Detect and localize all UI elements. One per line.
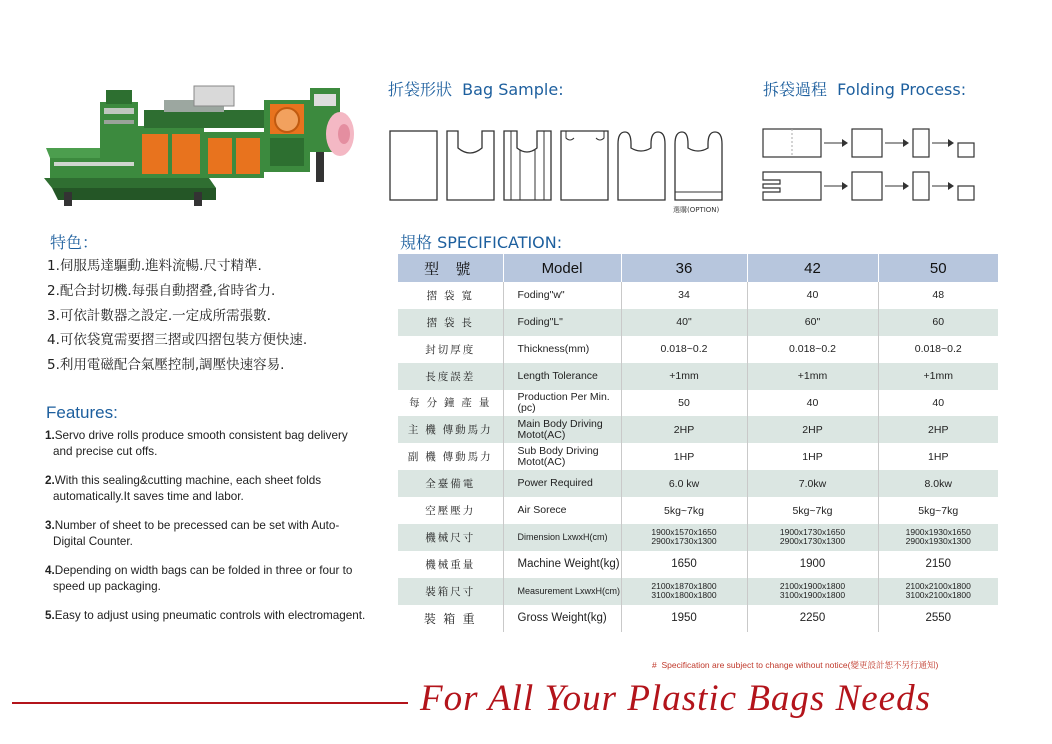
spec-value: 1900x1930x1650 2900x1930x1300 <box>905 526 971 547</box>
spec-label: 摺 袋 長 <box>398 309 503 336</box>
spec-value: 2HP <box>747 416 878 443</box>
spec-item: Sub Body Driving Motot(AC) <box>503 443 621 470</box>
spec-value: 60 <box>932 316 945 329</box>
spec-row <box>398 470 998 497</box>
feature-en-item: 5.Easy to adjust using pneumatic controls with electromagent. <box>45 609 366 622</box>
spec-value: 8.0kw <box>924 477 952 490</box>
footer-divider <box>12 702 408 704</box>
spec-value: 1900x1730x1650 2900x1730x1300 <box>747 524 878 551</box>
feature-en-item: 2.With this sealing&cutting machine, each sheet folds automatically.It saves time and labor. <box>45 474 322 503</box>
spec-value: +1mm <box>923 370 953 383</box>
spec-row <box>398 390 998 417</box>
spec-value: 2100x1870x1800 3100x1800x1800 <box>621 578 747 605</box>
spec-value: 1900x1570x1650 2900x1730x1300 <box>621 524 747 551</box>
spec-item: Thickness(mm) <box>503 336 621 363</box>
folding-process-diagram <box>762 128 1012 212</box>
spec-item: Machine Weight(kg) <box>503 551 621 578</box>
spec-value: 40 <box>932 397 945 409</box>
spec-value: 2100x1900x1800 3100x1900x1800 <box>747 578 878 605</box>
spec-label: 全臺備電 <box>398 470 503 497</box>
spec-value: 1HP <box>747 443 878 470</box>
feature-en-item: 4.Depending on width bags can be folded in three or four to speed up packaging. <box>45 564 353 593</box>
features-en-list <box>45 428 367 638</box>
spec-label: 裝 箱 重 <box>398 605 503 632</box>
spec-item: Foding"L" <box>503 309 621 336</box>
spec-value: 1650 <box>621 551 747 578</box>
feature-cn-item: 1.伺服馬達驅動.進料流暢.尺寸精準. <box>47 258 262 274</box>
spec-item: Foding"w" <box>503 282 621 309</box>
spec-row <box>398 416 998 443</box>
spec-value: 6.0 kw <box>621 470 747 497</box>
spec-value: 40 <box>747 282 878 309</box>
spec-value: 2HP <box>621 416 747 443</box>
spec-row <box>398 309 998 336</box>
spec-value: 1900 <box>747 551 878 578</box>
spec-value: 0.018~0.2 <box>914 343 962 356</box>
spec-row <box>398 443 998 470</box>
folding-process-heading: 拆袋過程 Folding Process: <box>763 80 967 99</box>
spec-item: Measurement LxwxH(cm) <box>503 578 621 605</box>
spec-label: 長度誤差 <box>398 363 503 390</box>
feature-cn-item: 3.可依計數器之設定.一定成所需張數. <box>47 307 271 324</box>
spec-note: # Specification are subject to change without notice(變更設計恕不另行通知) <box>652 660 939 670</box>
spec-value: 40" <box>621 309 747 336</box>
spec-row <box>398 524 998 551</box>
spec-label: 裝箱尺寸 <box>398 578 503 605</box>
slogan: For All Your Plastic Bags Needs <box>420 678 932 719</box>
spec-value: 34 <box>621 282 747 309</box>
bag-sample-flat <box>389 130 439 200</box>
spec-label: 機械尺寸 <box>398 524 503 551</box>
spec-row <box>398 363 998 390</box>
spec-header-cell: 型 號 <box>398 254 503 282</box>
bag-sample-option <box>674 130 724 200</box>
spec-label: 每 分 鐘 產 量 <box>398 390 503 417</box>
spec-row <box>398 282 998 309</box>
bag-sample-hook <box>560 130 610 200</box>
spec-item: Dimension LxwxH(cm) <box>503 524 621 551</box>
spec-value: 5kg~7kg <box>918 504 959 517</box>
spec-header-row <box>398 254 998 282</box>
spec-item: Production Per Min.(pc) <box>503 390 621 417</box>
spec-value: 1HP <box>928 450 949 463</box>
features-cn-list <box>47 254 307 378</box>
spec-value: +1mm <box>747 363 878 390</box>
spec-value: 2550 <box>925 612 952 625</box>
spec-value: 2HP <box>928 423 949 436</box>
spec-heading: 規格 SPECIFICATION: <box>400 233 563 252</box>
spec-row <box>398 551 998 578</box>
spec-value: 1950 <box>621 605 747 632</box>
spec-row <box>398 605 998 632</box>
machine-illustration <box>44 80 362 210</box>
spec-label: 主 機 傳動馬力 <box>398 416 503 443</box>
spec-header-cell: Model <box>503 254 621 282</box>
spec-row <box>398 578 998 605</box>
spec-item: Air Sorece <box>503 497 621 524</box>
spec-row <box>398 497 998 524</box>
feature-en-item: 3.Number of sheet to be precessed can be set with Auto-Digital Counter. <box>45 519 340 548</box>
bag-sample-gusset <box>503 130 553 200</box>
spec-value: 0.018~0.2 <box>621 336 747 363</box>
spec-header-cell: 36 <box>621 254 747 282</box>
spec-label: 副 機 傳動馬力 <box>398 443 503 470</box>
spec-value: 48 <box>932 289 945 302</box>
spec-value: 2100x2100x1800 3100x2100x1800 <box>905 580 971 601</box>
features-en-heading: Features: <box>46 403 118 422</box>
bag-sample-tshirt <box>446 130 496 200</box>
option-label: 選購(OPTION) <box>673 206 720 214</box>
spec-label: 機械重量 <box>398 551 503 578</box>
spec-item: Main Body Driving Motot(AC) <box>503 416 621 443</box>
features-cn-heading: 特色： <box>50 233 99 252</box>
spec-row <box>398 336 998 363</box>
spec-header-cell: 50 <box>878 254 998 282</box>
feature-cn-item: 5.利用電磁配合氣壓控制,調壓快速容易. <box>47 357 285 374</box>
spec-value: 7.0kw <box>747 470 878 497</box>
spec-label: 摺 袋 寬 <box>398 282 503 309</box>
spec-value: +1mm <box>621 363 747 390</box>
bag-sample-heading: 折袋形狀 Bag Sample: <box>388 80 564 99</box>
spec-item: Length Tolerance <box>503 363 621 390</box>
spec-value: 40 <box>747 390 878 417</box>
spec-value: 2250 <box>747 605 878 632</box>
bag-sample-vest <box>617 130 667 200</box>
spec-value: 50 <box>621 390 747 417</box>
feature-en-item: 1.Servo drive rolls produce smooth consistent bag delivery and precise cut offs. <box>45 429 348 458</box>
spec-table <box>398 254 998 632</box>
spec-value: 5kg~7kg <box>747 497 878 524</box>
feature-cn-item: 2.配合封切機.每張自動摺叠,省時省力. <box>47 282 276 299</box>
spec-value: 1HP <box>621 443 747 470</box>
spec-value: 60" <box>747 309 878 336</box>
feature-cn-item: 4.可依袋寬需要摺三摺或四摺包裝方便快速. <box>47 332 308 349</box>
spec-value: 0.018~0.2 <box>747 336 878 363</box>
spec-item: Gross Weight(kg) <box>503 605 621 632</box>
spec-label: 空壓壓力 <box>398 497 503 524</box>
spec-value: 2150 <box>925 558 952 571</box>
spec-value: 5kg~7kg <box>621 497 747 524</box>
spec-item: Power Required <box>503 470 621 497</box>
spec-header-cell: 42 <box>747 254 878 282</box>
spec-label: 封切厚度 <box>398 336 503 363</box>
